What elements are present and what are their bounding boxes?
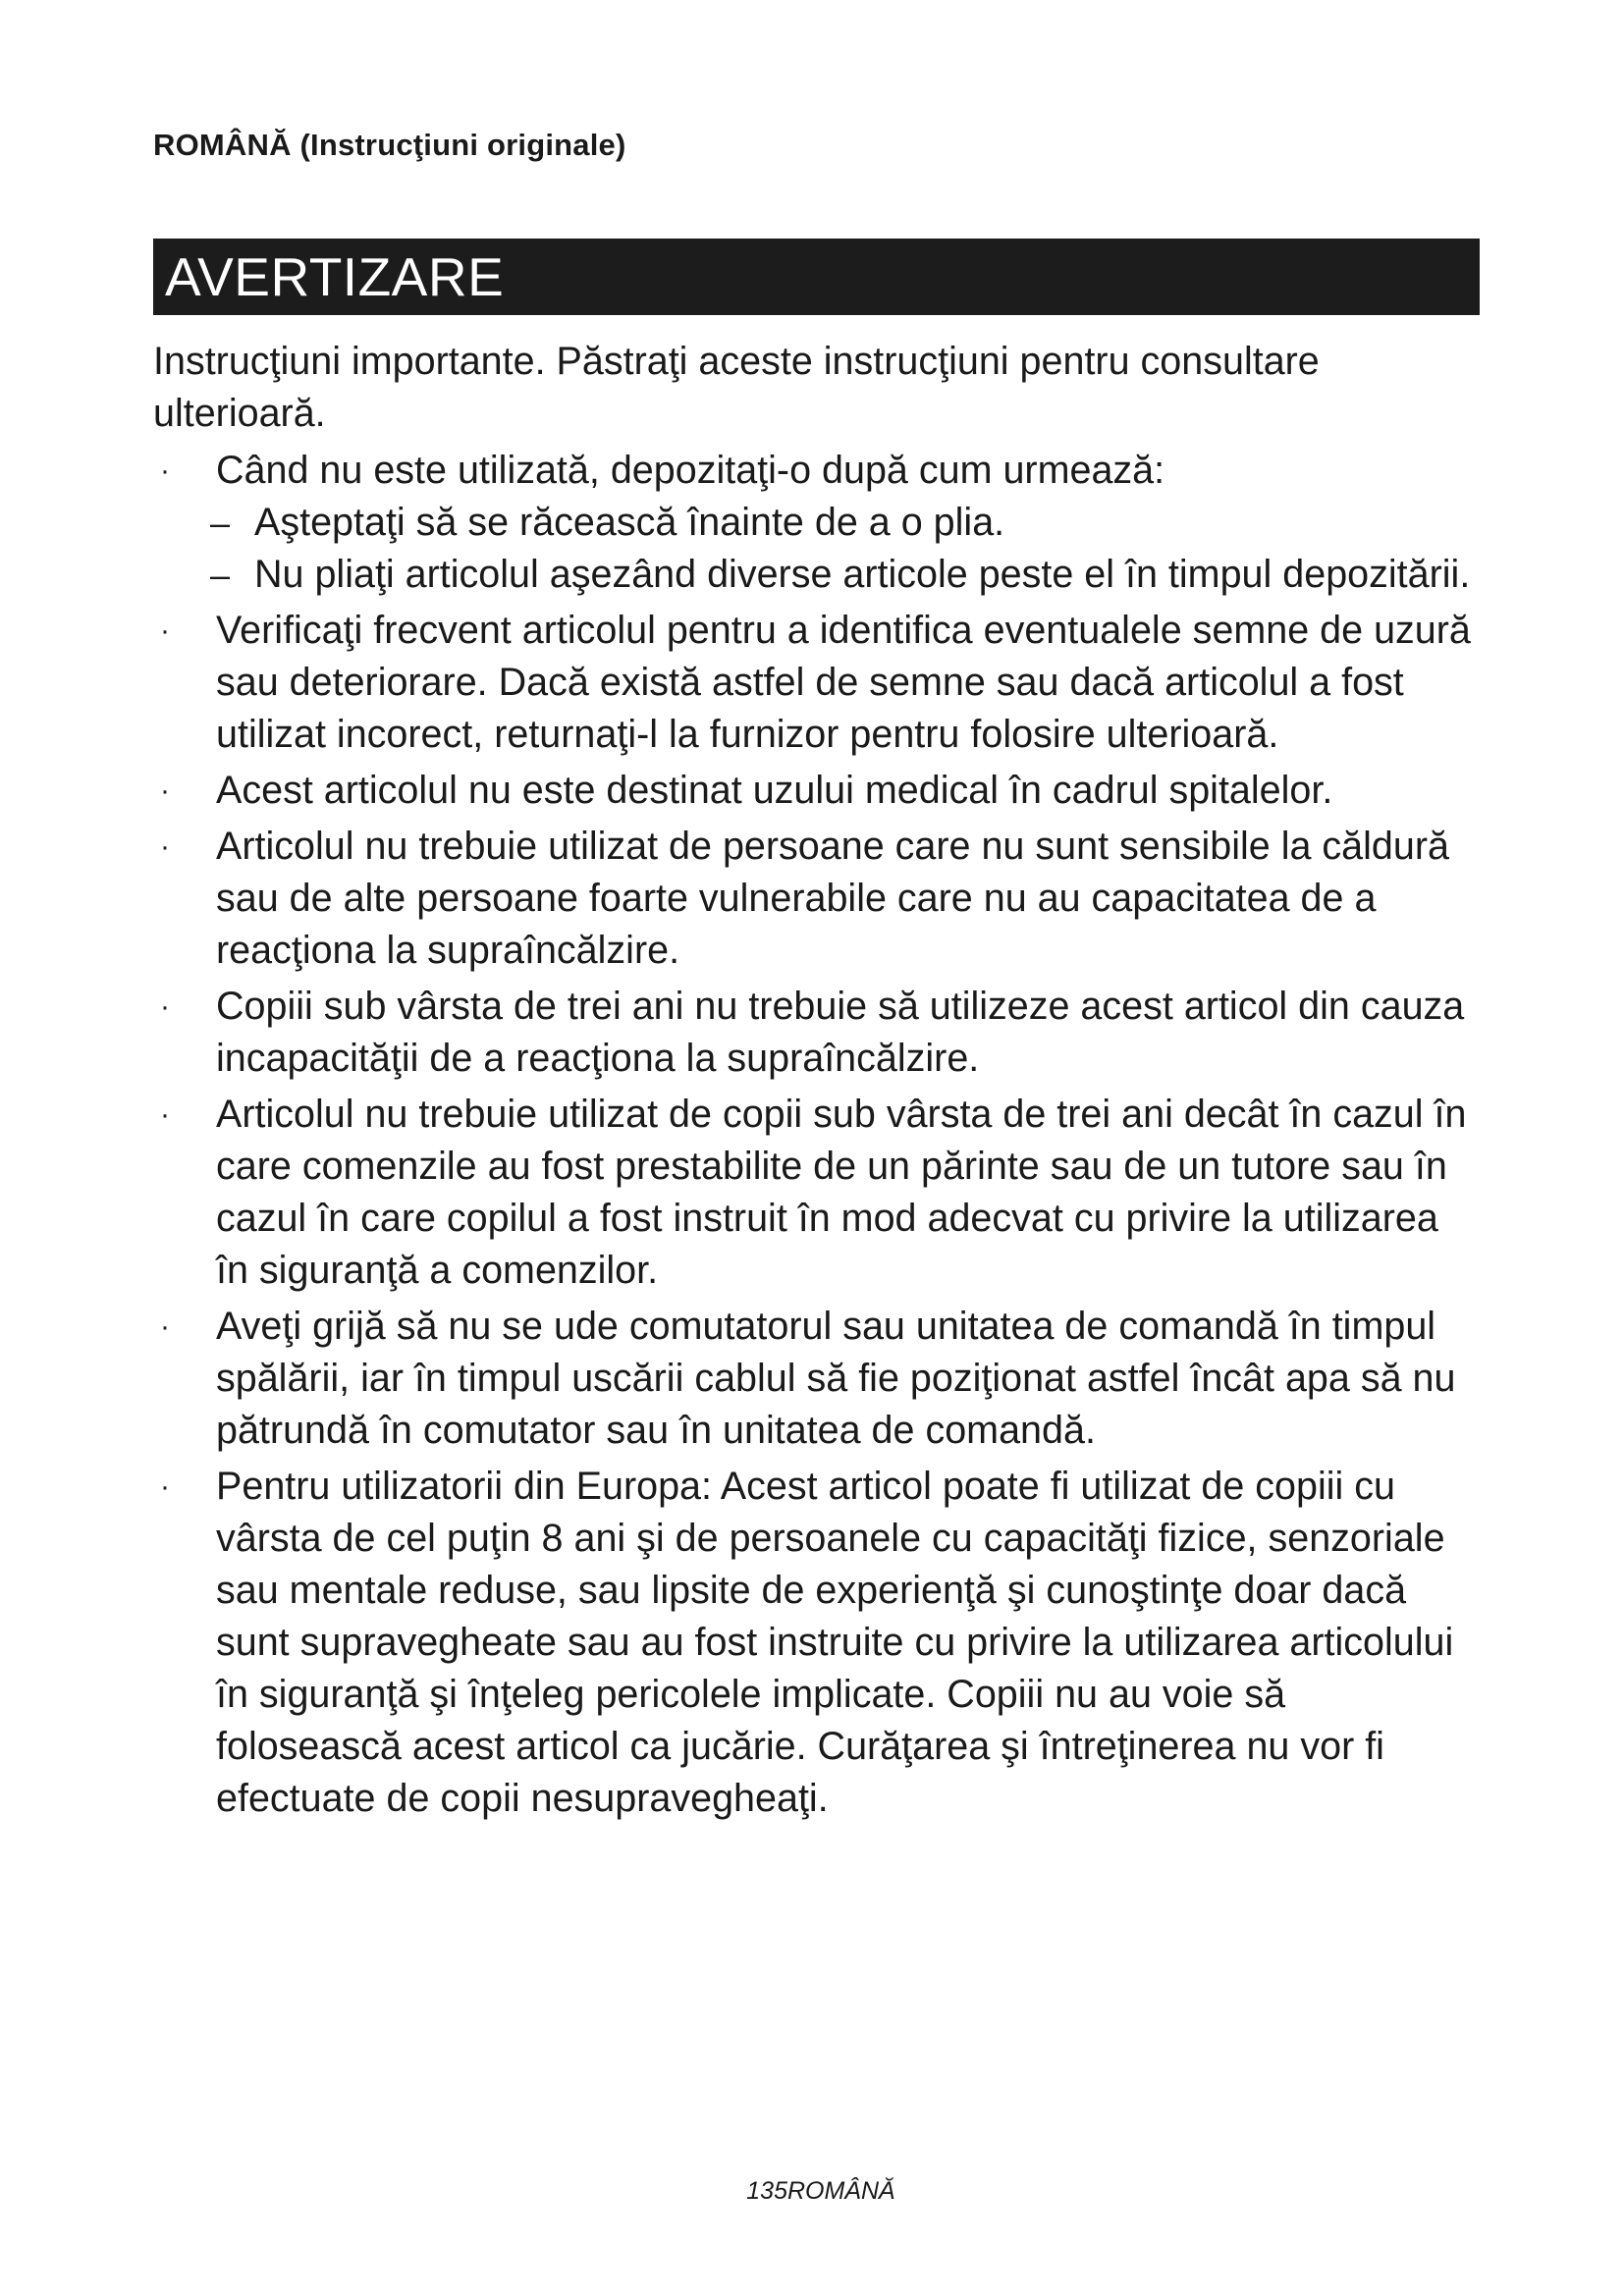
sub-list-item (153, 497, 1480, 549)
list-item-text: Când nu este utilizată, depozitaţi-o după cum urmează: (216, 449, 1165, 492)
list-item-text: Pentru utilizatorii din Europa: Acest articol poate fi utilizat de copiii cu vârsta de cel puţin 8 ani şi de persoanele cu capacităţi fizice, senzoriale sau mentale reduse, sau lipsite de experienţă şi cunoştinţe doar dacă sunt supravegheate sau au fost instruite cu privire la utilizarea articolului în siguranţă şi înţeleg pericolele implicate. Copiii nu au voie să folosească acest articol ca jucărie. Curăţarea şi întreţinerea nu vor fi efectuate de copii nesupravegheaţi. (216, 1465, 1454, 1820)
list-item (153, 821, 1480, 977)
list-item-text: Aveţi grijă să nu se ude comutatorul sau unitatea de comandă în timpul spălării, iar în timpul uscării cablul să fie poziţionat astfel încât apa să nu pătrundă în comutator sau în unitatea de comandă. (216, 1305, 1456, 1452)
bullet-icon: · (160, 1098, 170, 1131)
bullet-icon: · (160, 614, 170, 647)
list-item-text: Copiii sub vârsta de trei ani nu trebuie să utilizeze acest articol din cauza incapacităţii de a reacţiona la supraîncălzire. (216, 985, 1465, 1080)
warning-title: AVERTIZARE (165, 246, 505, 307)
sub-list-item-text: Aşteptaţi să se răcească înainte de a o plia. (254, 501, 1005, 544)
dash-icon: – (210, 555, 231, 595)
list-item-text: Acest articolul nu este destinat uzului medical în cadrul spitalelor. (216, 769, 1333, 812)
sub-list-item (153, 549, 1480, 601)
list-item (153, 445, 1480, 497)
list-item-text: Articolul nu trebuie utilizat de copii sub vârsta de trei ani decât în cazul în care comenzile au fost prestabilite de un părinte sau de un tutore sau în cazul în care copilul a fost instruit în mod adecvat cu privire la utilizarea în siguranţă a comenzilor. (216, 1093, 1467, 1292)
list-item (153, 981, 1480, 1085)
list-item (153, 765, 1480, 817)
list-item (153, 1461, 1480, 1825)
bullet-icon: · (160, 990, 170, 1023)
list-item (153, 1089, 1480, 1297)
instructions-content (153, 336, 1480, 1825)
intro-paragraph: Instrucţiuni importante. Păstraţi aceste instrucţiuni pentru consultare ulterioară. (153, 340, 1320, 435)
list-item-text: Verificaţi frecvent articolul pentru a identifica eventualele semne de uzură sau deteriorare. Dacă există astfel de semne sau dacă articolul a fost utilizat incorect, returnaţi-l la furnizor pentru folosire ulterioară. (216, 609, 1471, 756)
bullet-icon: · (160, 454, 170, 487)
page-header-language: ROMÂNĂ (Instrucţiuni originale) (153, 128, 626, 162)
bullet-icon: · (160, 1470, 170, 1503)
bullet-icon: · (160, 774, 170, 807)
list-item (153, 1301, 1480, 1457)
page-footer-number: 135ROMÂNĂ (746, 2177, 895, 2205)
bullet-icon: · (160, 830, 170, 863)
list-item (153, 605, 1480, 761)
bullet-icon: · (160, 1310, 170, 1343)
list-item-text: Articolul nu trebuie utilizat de persoane care nu sunt sensibile la căldură sau de alte persoane foarte vulnerabile care nu au capacitatea de a reacţiona la supraîncălzire. (216, 825, 1449, 972)
warning-banner (153, 239, 1480, 315)
dash-icon: – (210, 503, 231, 543)
sub-list-item-text: Nu pliaţi articolul aşezând diverse articole peste el în timpul depozitării. (254, 553, 1471, 596)
